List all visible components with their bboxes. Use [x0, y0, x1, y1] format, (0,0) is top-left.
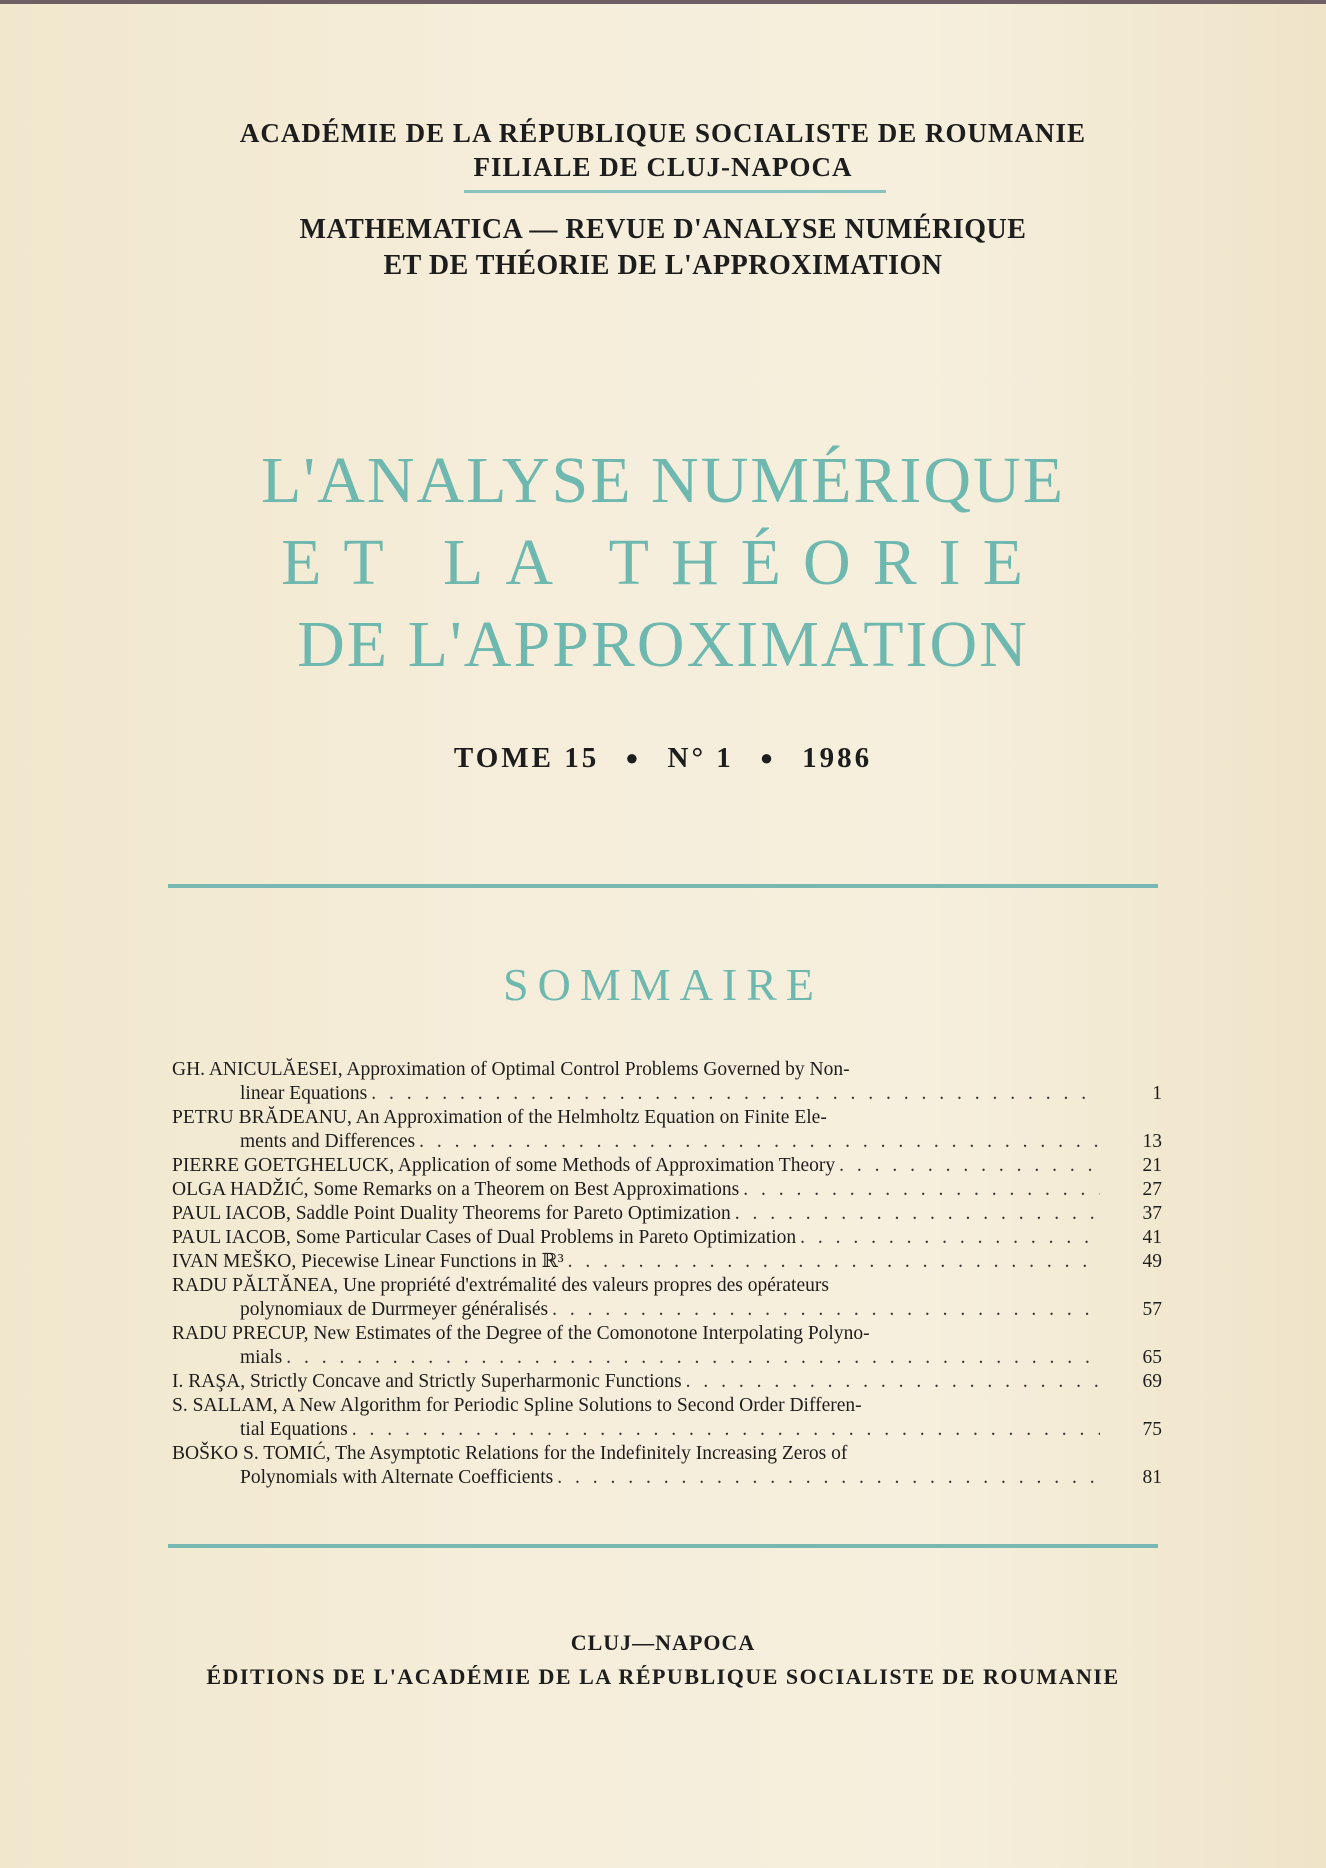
divider-bottom: [168, 1544, 1158, 1548]
toc-page-number: 27: [1142, 1179, 1162, 1200]
toc-page-number: 81: [1142, 1467, 1162, 1488]
publisher-city: CLUJ—NAPOCA: [570, 1630, 756, 1655]
toc-page-number: 57: [1142, 1299, 1162, 1320]
dot-leader: [731, 1202, 1100, 1226]
toc-page-number: 1: [1152, 1083, 1162, 1104]
academy-name: ACADÉMIE DE LA RÉPUBLIQUE SOCIALISTE DE ROUMANIE: [239, 118, 1087, 148]
toc-entry: [172, 1178, 1162, 1202]
academy-header: [0, 116, 1326, 184]
toc-entry-title: PAUL IACOB, Saddle Point Duality Theorems for Pareto Optimization: [172, 1203, 731, 1224]
toc-entry-continuation: [172, 1346, 1162, 1370]
contents-heading: SOMMAIRE: [503, 959, 823, 1010]
toc-entry: [172, 1370, 1162, 1394]
dot-leader: [415, 1130, 1100, 1154]
toc-page-number: 75: [1142, 1419, 1162, 1440]
toc-entry: [172, 1394, 1162, 1442]
toc-entry-title-cont: Polynomials with Alternate Coefficients: [240, 1467, 554, 1488]
toc-entry: [172, 1202, 1162, 1226]
toc-page-number: 13: [1142, 1131, 1162, 1152]
page-title: [0, 440, 1326, 686]
dot-leader: [739, 1178, 1100, 1202]
issue-number: N° 1: [667, 742, 734, 774]
toc-entry-continuation: [172, 1418, 1162, 1442]
toc-entry-continuation: [172, 1298, 1162, 1322]
dot-leader: [282, 1346, 1100, 1370]
toc-entry: [172, 1250, 1162, 1274]
toc-entry-title: PAUL IACOB, Some Particular Cases of Dual Problems in Pareto Optimization: [172, 1227, 797, 1248]
toc-entry-title-cont: tial Equations: [240, 1419, 348, 1440]
toc-entry-line: [172, 1274, 1162, 1298]
issue-tome: TOME 15: [453, 742, 600, 774]
toc-page-number: 69: [1142, 1371, 1162, 1392]
toc-entry-line: [172, 1154, 1162, 1178]
page-top-edge: [0, 0, 1326, 4]
toc-entry-continuation: [172, 1466, 1162, 1490]
toc-page-number: 37: [1142, 1203, 1162, 1224]
title-line2: ET LA THÉORIE: [281, 526, 1045, 599]
toc-entry: [172, 1322, 1162, 1370]
dot-leader: [367, 1082, 1100, 1106]
bullet-icon: ●: [759, 745, 777, 770]
journal-name-line1: MATHEMATICA — REVUE D'ANALYSE NUMÉRIQUE: [299, 214, 1027, 245]
toc-entry: [172, 1106, 1162, 1154]
dot-leader: [553, 1466, 1100, 1490]
toc-entry-title: RADU PĂLTĂNEA, Une propriété d'extrémalité des valeurs propres des opérateurs: [172, 1275, 829, 1296]
toc-entry-title-cont: ments and Differences: [240, 1131, 416, 1152]
toc-entry-line: [172, 1058, 1162, 1082]
journal-name: [0, 212, 1326, 284]
toc-entry-title: IVAN MEŠKO, Piecewise Linear Functions in ℝ³: [172, 1251, 564, 1272]
toc-entry-line: [172, 1202, 1162, 1226]
toc-page-number: 41: [1142, 1227, 1162, 1248]
issue-year: 1986: [802, 742, 873, 774]
dot-leader: [796, 1226, 1100, 1250]
toc-entry: [172, 1274, 1162, 1322]
toc-entry: [172, 1058, 1162, 1106]
title-line3: DE L'APPROXIMATION: [297, 608, 1029, 681]
toc-entry-title: RADU PRECUP, New Estimates of the Degree of the Comonotone Interpolating Polyno-: [172, 1323, 870, 1344]
toc-entry: [172, 1442, 1162, 1490]
dot-leader: [348, 1418, 1100, 1442]
toc-entry-title: GH. ANICULĂESEI, Approximation of Optimal Control Problems Governed by Non-: [172, 1059, 850, 1080]
dot-leader: [682, 1370, 1100, 1394]
toc-entry: [172, 1226, 1162, 1250]
toc-entry-continuation: [172, 1082, 1162, 1106]
toc-entry-line: [172, 1106, 1162, 1130]
issue-info: [0, 742, 1326, 775]
dot-leader: [548, 1298, 1100, 1322]
toc-entry-title: PETRU BRĂDEANU, An Approximation of the Helmholtz Equation on Finite Ele-: [172, 1107, 827, 1128]
title-line1: L'ANALYSE NUMÉRIQUE: [260, 444, 1066, 517]
toc-entry-line: [172, 1394, 1162, 1418]
toc-entry-title: PIERRE GOETGHELUCK, Application of some Methods of Approximation Theory: [172, 1155, 836, 1176]
dot-leader: [835, 1154, 1100, 1178]
bullet-icon: ●: [625, 745, 642, 770]
header-divider: [464, 190, 886, 193]
academy-branch: FILIALE DE CLUJ-NAPOCA: [473, 152, 853, 182]
toc-entry-line: [172, 1178, 1162, 1202]
table-of-contents: [172, 1058, 1162, 1490]
toc-entry-line: [172, 1226, 1162, 1250]
toc-entry-title-cont: polynomiaux de Durrmeyer généralisés: [240, 1299, 549, 1320]
toc-entry-title-cont: linear Equations: [240, 1083, 368, 1104]
toc-entry-title: S. SALLAM, A New Algorithm for Periodic Spline Solutions to Second Order Differen-: [172, 1395, 862, 1416]
toc-entry: [172, 1154, 1162, 1178]
toc-entry-title: BOŠKO S. TOMIĆ, The Asymptotic Relations for the Indefinitely Increasing Zeros of: [172, 1443, 848, 1464]
toc-entry-title: OLGA HADŽIĆ, Some Remarks on a Theorem on Best Approximations: [172, 1179, 740, 1200]
dot-leader: [564, 1250, 1100, 1274]
journal-name-line2: ET DE THÉORIE DE L'APPROXIMATION: [383, 250, 943, 281]
toc-page-number: 49: [1142, 1251, 1162, 1272]
toc-entry-title: I. RAŞA, Strictly Concave and Strictly Superharmonic Functions: [172, 1371, 682, 1392]
toc-page-number: 21: [1142, 1155, 1162, 1176]
toc-page-number: 65: [1142, 1347, 1162, 1368]
toc-entry-continuation: [172, 1130, 1162, 1154]
toc-entry-line: [172, 1442, 1162, 1466]
toc-entry-line: [172, 1370, 1162, 1394]
divider-top: [168, 884, 1158, 888]
publisher-name: ÉDITIONS DE L'ACADÉMIE DE LA RÉPUBLIQUE SOCIALISTE DE ROUMANIE: [206, 1664, 1120, 1689]
toc-entry-line: [172, 1322, 1162, 1346]
toc-entry-line: [172, 1250, 1162, 1274]
toc-entry-title-cont: mials: [240, 1347, 283, 1368]
